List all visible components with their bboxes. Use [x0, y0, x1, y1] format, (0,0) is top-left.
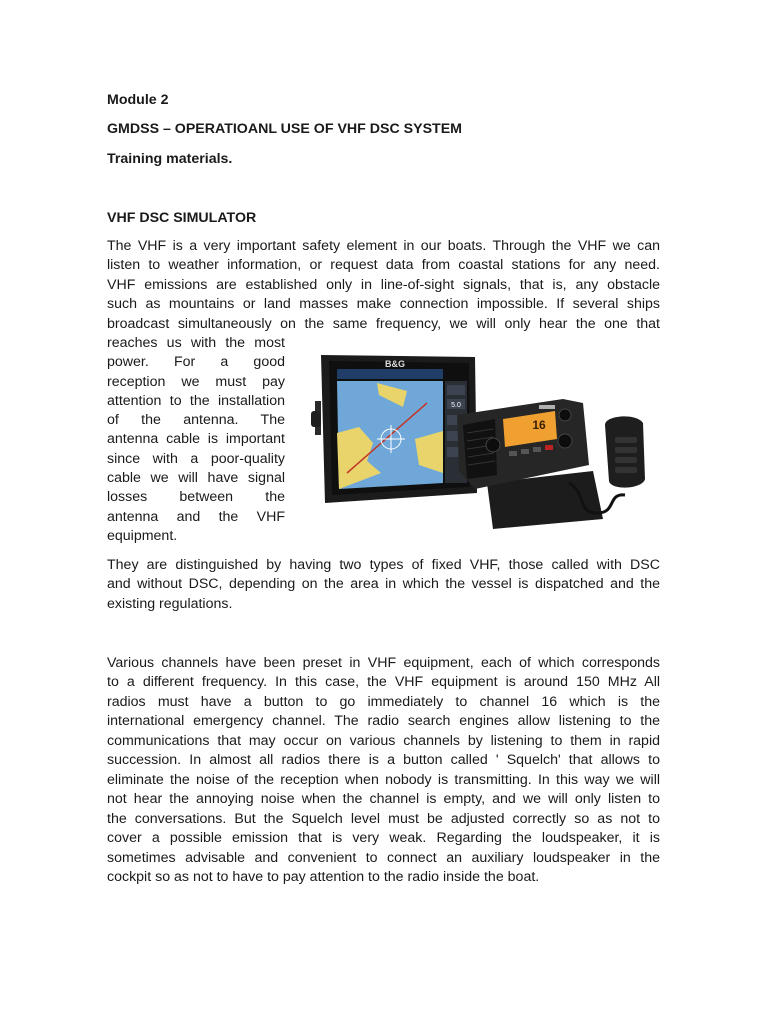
text-line: VHF emissions are established only in line-of-sight signals, that is, any obstacle — [107, 276, 660, 293]
text-line: existing regulations. — [107, 595, 233, 612]
text-line: cockpit so as not to have to pay attention to the radio inside the boat. — [107, 868, 540, 885]
text-line: losses between the — [107, 489, 285, 506]
paragraph-types — [107, 556, 660, 614]
document-subtitle: Training materials. — [107, 151, 233, 167]
section-heading: VHF DSC SIMULATOR — [107, 210, 257, 226]
distress-key — [545, 445, 553, 450]
radio-key — [521, 449, 529, 454]
text-line: antenna cable is important — [107, 431, 285, 448]
text-line: communications that may occur on various channels by listening to them in rapid — [107, 732, 660, 749]
module-label: Module 2 — [107, 92, 169, 108]
screen-readout: 5.0 — [451, 402, 461, 409]
handset-key — [615, 437, 637, 443]
data-cell — [447, 385, 465, 395]
radio-key — [533, 447, 541, 452]
text-line: sometimes advisable and convenient to connect an auxiliary loudspeaker in the — [107, 849, 660, 866]
text-line: listen to weather information, or request data from coastal stations for any need. — [107, 257, 660, 274]
text-line: reaches us with the most — [107, 335, 285, 351]
volume-knob-icon — [486, 438, 500, 452]
text-line: Various channels have been preset in VHF equipment, each of which corresponds — [107, 655, 660, 671]
brand-logo: B&G — [385, 359, 405, 369]
radio-key — [509, 451, 517, 456]
text-line: international emergency channel. The radio search engines allow listening to the — [107, 713, 660, 730]
text-line: They are distinguished by having two types of fixed VHF, those called with DSC — [107, 557, 660, 573]
handset-key — [615, 467, 637, 473]
paragraph-intro — [107, 237, 660, 334]
text-line: power. For a good — [107, 354, 285, 371]
channel-readout: 16 — [532, 418, 546, 432]
text-line: eliminate the noise of the reception when nobody is transmitting. In this way we will — [107, 771, 660, 788]
text-line: cover a possible emission that is very weak. Regarding the loudspeaker, it is — [107, 830, 660, 847]
text-line: and without DSC, depending on the area in which the vessel is dispatched and the — [107, 576, 660, 593]
text-line: succession. In almost all radios there is a button called ' Squelch' that allows to — [107, 752, 660, 769]
screen-status-bar — [337, 369, 443, 379]
channel-knob-icon — [558, 434, 572, 448]
text-line: The VHF is a very important safety element in our boats. Through the VHF we can — [107, 238, 660, 254]
paragraph-channels — [107, 654, 660, 887]
text-line: broadcast simultaneously on the same frequency, we will only hear the one that — [107, 315, 660, 332]
squelch-knob-icon — [559, 409, 571, 421]
document-page — [107, 0, 660, 1024]
text-line: to a different frequency. In this case, the VHF equipment is around 150 MHz All — [107, 674, 660, 691]
paragraph-intro-wrapped — [107, 334, 285, 546]
text-line: antenna and the VHF — [107, 508, 285, 525]
text-line: the conversations. But the Squelch level must be adjusted correctly so as not to — [107, 810, 660, 827]
vhf-equipment-photo — [307, 343, 660, 545]
handset-key — [615, 457, 637, 463]
text-line: cable we will have signal — [107, 470, 285, 487]
text-line: radios must have a button to go immediately to channel 16 which is the — [107, 693, 660, 710]
text-line: not hear the annoying noise when the channel is empty, and we will only listen to — [107, 791, 660, 808]
text-line: of the antenna. The — [107, 412, 285, 429]
document-title: GMDSS – OPERATIOANL USE OF VHF DSC SYSTEM — [107, 121, 462, 137]
text-line: equipment. — [107, 527, 178, 544]
text-line: attention to the installation — [107, 392, 285, 409]
handset-key — [615, 447, 637, 453]
text-line: reception we must pay — [107, 373, 285, 390]
text-line: such as mountains or land masses make connection impossible. If several ships — [107, 296, 660, 313]
text-line: since with a poor-quality — [107, 450, 285, 467]
radio-logo-plate — [539, 405, 555, 409]
vhf-equipment-illustration — [307, 343, 660, 545]
bracket-knob-icon — [311, 411, 321, 427]
